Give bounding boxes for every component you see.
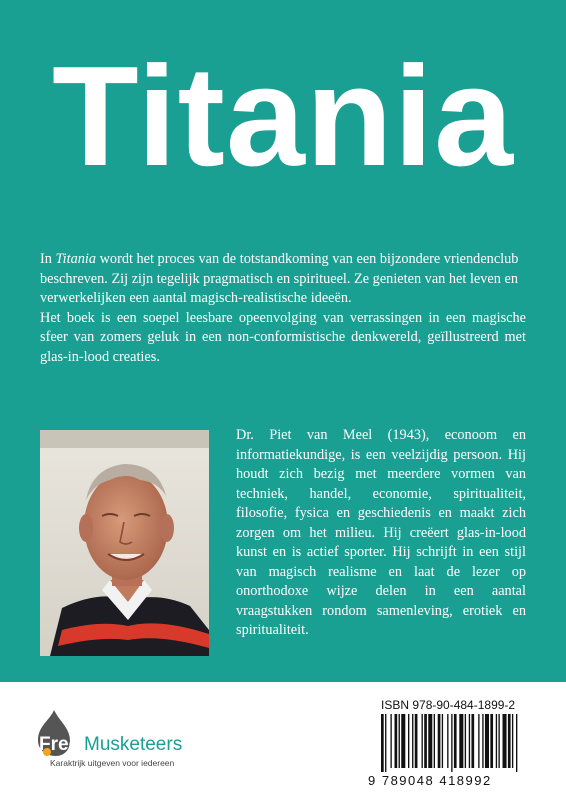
author-photo (40, 430, 209, 656)
barcode-bar (451, 714, 452, 772)
barcode-bar (469, 714, 470, 768)
barcode-bar (415, 714, 418, 768)
barcode-bar (447, 714, 448, 768)
author-portrait (40, 430, 209, 656)
barcode-bar (498, 714, 499, 768)
isbn-label: ISBN 978-90-484-1899-2 (381, 698, 516, 712)
barcode-bar (478, 714, 479, 768)
barcode (381, 714, 551, 772)
barcode-bar (512, 714, 513, 768)
book-blurb (40, 250, 526, 367)
barcode-bar (496, 714, 497, 768)
book-title: Titania (51, 37, 515, 196)
barcode-bar (399, 714, 400, 768)
barcode-bar (482, 714, 483, 768)
barcode-bar (508, 714, 511, 768)
barcode-bar (408, 714, 409, 768)
barcode-bar (442, 714, 443, 768)
barcode-bar (503, 714, 507, 768)
publisher-tagline: Karaktrijk uitgeven voor iedereen (50, 758, 175, 768)
blurb-title-italic: Titania (55, 251, 97, 267)
barcode-bar (471, 714, 474, 768)
barcode-bar (516, 714, 517, 772)
barcode-bar (454, 714, 457, 768)
blurb-paragraph-2: Het boek is een soepel leesbare opeenvolging van verrassingen in een magische sfeer van zomers geluk in een non-conformistische denkwereld, geïllustreerd met glas-in-lood creaties. (40, 309, 526, 365)
barcode-bar (390, 714, 391, 768)
barcode-bar (465, 714, 466, 768)
barcode-bar (490, 714, 493, 768)
barcode-bar (422, 714, 423, 768)
isbn-digits: 9 789048 418992 (368, 773, 492, 788)
publisher-name-free: Free (39, 734, 80, 755)
barcode-bar (428, 714, 432, 768)
barcode-bar (424, 714, 427, 768)
barcode-bar (395, 714, 398, 768)
author-bio: Dr. Piet van Meel (1943), econoom en informatiekundige, is een veelzijdig persoon. Hij houdt zich bezig met meerdere vormen van techniek, handel, economie, spiritualiteit, filosofie, fysica en geschiedenis en maakt zich zorgen om het milieu. Hij creëert glas-in-lood kunst en is actief sporter. Hij schrijft in een stijl van magisch realisme en laat de lezer op onorthodoxe wijze delen in een aantal vraagstukken rondom samenleving, erotiek en spiritualiteit. (236, 427, 526, 638)
barcode-bar (385, 714, 386, 772)
blurb-paragraph-1: In Titania wordt het proces van de totstandkoming van een bijzondere vriendenclub beschreven. Zij zijn tegelijk pragmatisch en spiritueel. Ze genieten van het leven en verwerkelijken een aantal magisch-realistische ideeën. (40, 251, 519, 306)
barcode-bar (434, 714, 435, 768)
publisher-logo (34, 710, 234, 780)
publisher-name-musketeers: Musketeers (84, 734, 183, 755)
barcode-bar (412, 714, 413, 768)
barcode-bar (401, 714, 405, 768)
barcode-bar (438, 714, 441, 768)
barcode-bar (459, 714, 463, 768)
barcode-bar (485, 714, 489, 768)
barcode-bar (381, 714, 384, 772)
